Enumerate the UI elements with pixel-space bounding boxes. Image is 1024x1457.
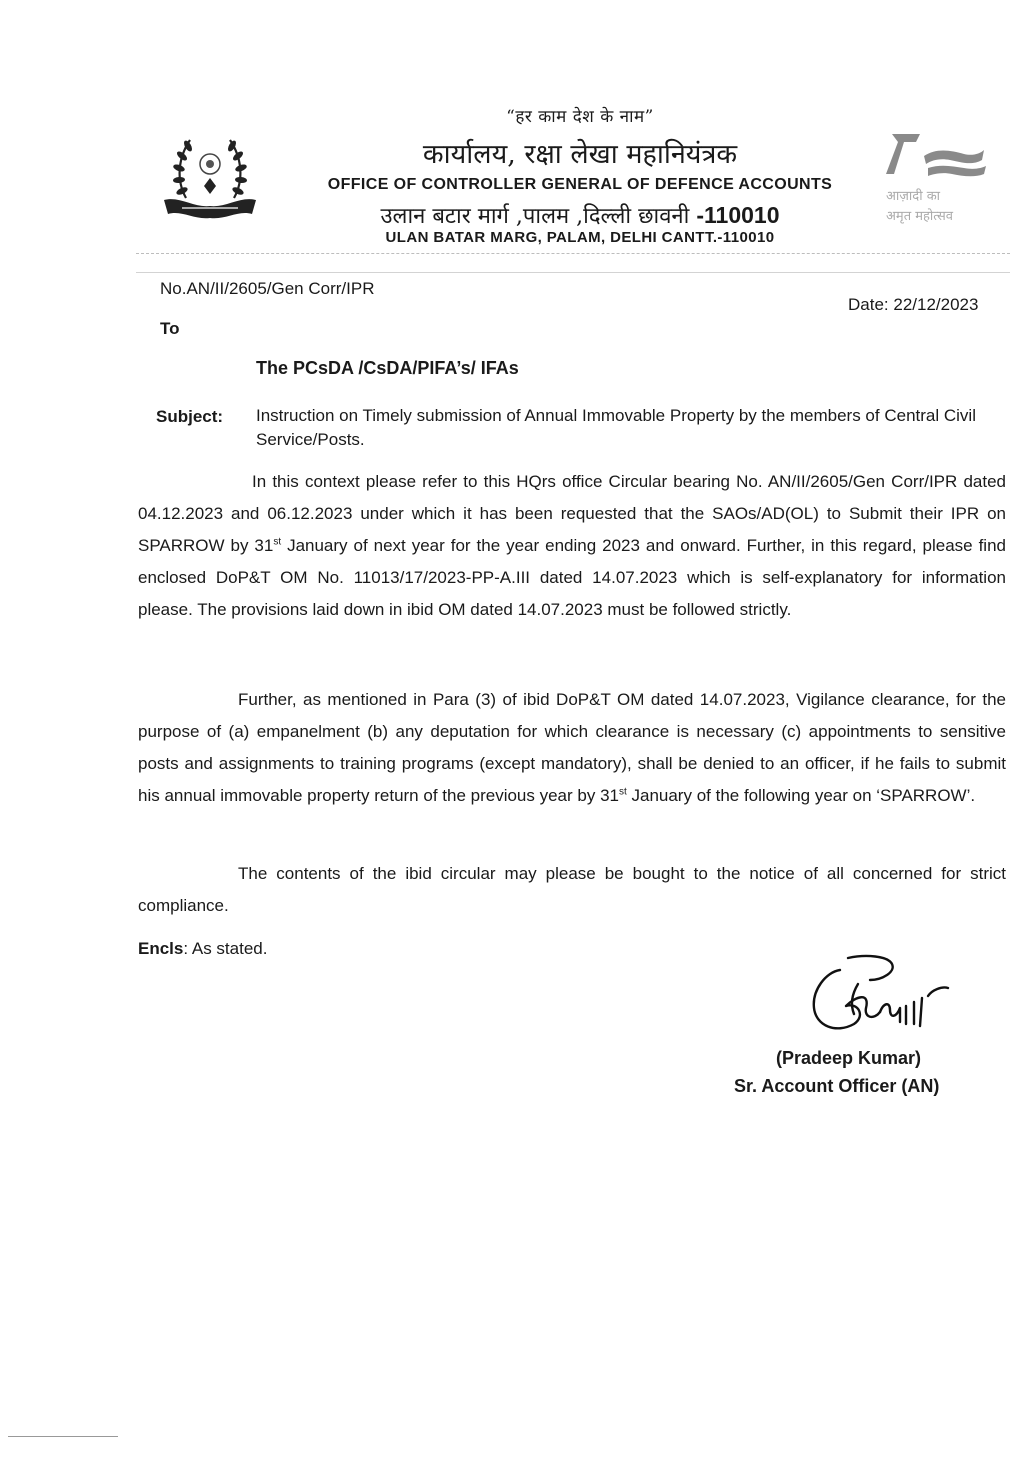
paragraph-2-sup: st bbox=[618, 786, 627, 798]
header-divider bbox=[136, 253, 1010, 254]
office-title-hindi: कार्यालय, रक्षा लेखा महानियंत्रक bbox=[422, 139, 738, 170]
paragraph-1 bbox=[138, 466, 1006, 626]
scan-edge-line bbox=[8, 1436, 118, 1437]
address-hindi-text: उलान बटार मार्ग ,पालम ,दिल्ली छावनी bbox=[380, 204, 690, 229]
address-english: ULAN BATAR MARG, PALAM, DELHI CANTT.-110010 bbox=[385, 229, 775, 246]
address-hindi bbox=[270, 200, 890, 230]
subject-label: Subject: bbox=[156, 407, 224, 426]
reference-number: No.AN/II/2605/Gen Corr/IPR bbox=[160, 279, 375, 298]
amrit-mahotsav-logo bbox=[880, 128, 1004, 232]
enclosures-text: : As stated. bbox=[183, 939, 268, 958]
date-line bbox=[848, 292, 978, 317]
logo-text-line2: अमृत महोत्सव bbox=[886, 209, 954, 224]
paragraph-1-part-b: January of next year for the year ending 2023 and onward. Further, in this regard, please find enclosed DoP&T OM No. 11013/17/2023-PP-A.III dated 14.07.2023 which is self-explanatory for information please. The provisions laid down in ibid OM dated 14.07.2023 must be followed strictly. bbox=[138, 536, 1006, 619]
paragraph-2-part-a: Further, as mentioned in Para (3) of ibid DoP&T OM dated 14.07.2023, Vigilance clearance, for the purpose of (a) empanelment (b) any deputation for which clearance is necessary (c) appointments to sensitive posts and assignments to training programs (except mandatory), shall be denied to an officer, if he fails to submit his annual immovable property return of the previous year by 31 bbox=[138, 690, 1006, 805]
paragraph-2-part-b: January of the following year on ‘SPARROW’. bbox=[626, 786, 976, 805]
header-divider-lower bbox=[136, 272, 1010, 273]
paragraph-3: The contents of the ibid circular may please be bought to the notice of all concerned for strict compliance. bbox=[138, 864, 1006, 915]
handwritten-signature bbox=[796, 950, 976, 1042]
date-label: Date: bbox=[848, 295, 889, 314]
logo-text-line1: आज़ादी का bbox=[886, 189, 941, 204]
motto: “हर काम देश के नाम” bbox=[506, 107, 654, 127]
addressee: The PCsDA /CsDA/PIFA’s/ IFAs bbox=[256, 358, 519, 378]
enclosures-label: Encls bbox=[138, 939, 184, 958]
address-hindi-pin: -110010 bbox=[696, 202, 780, 228]
office-title-english: OFFICE OF CONTROLLER GENERAL OF DEFENCE ACCOUNTS bbox=[327, 176, 833, 193]
to-label: To bbox=[160, 319, 180, 338]
paragraph-2 bbox=[138, 684, 1006, 812]
paragraph-1-part-a: In this context please refer to this HQrs office Circular bearing No. AN/II/2605/Gen Corr/IPR dated 04.12.2023 and 06.12.2023 under which it has been requested that the SAOs/AD(OL) to Submit their IPR on SPARROW by 31 bbox=[138, 472, 1006, 555]
emblem-icon bbox=[160, 128, 260, 226]
paragraph-1-sup: st bbox=[273, 536, 282, 548]
signatory-name: (Pradeep Kumar) bbox=[776, 1048, 922, 1068]
subject-text: Instruction on Timely submission of Annual Immovable Property by the members of Central Civil Service/Posts. bbox=[256, 406, 976, 449]
enclosures bbox=[138, 936, 267, 961]
date-value: 22/12/2023 bbox=[893, 295, 979, 314]
signatory-designation: Sr. Account Officer (AN) bbox=[734, 1076, 940, 1096]
